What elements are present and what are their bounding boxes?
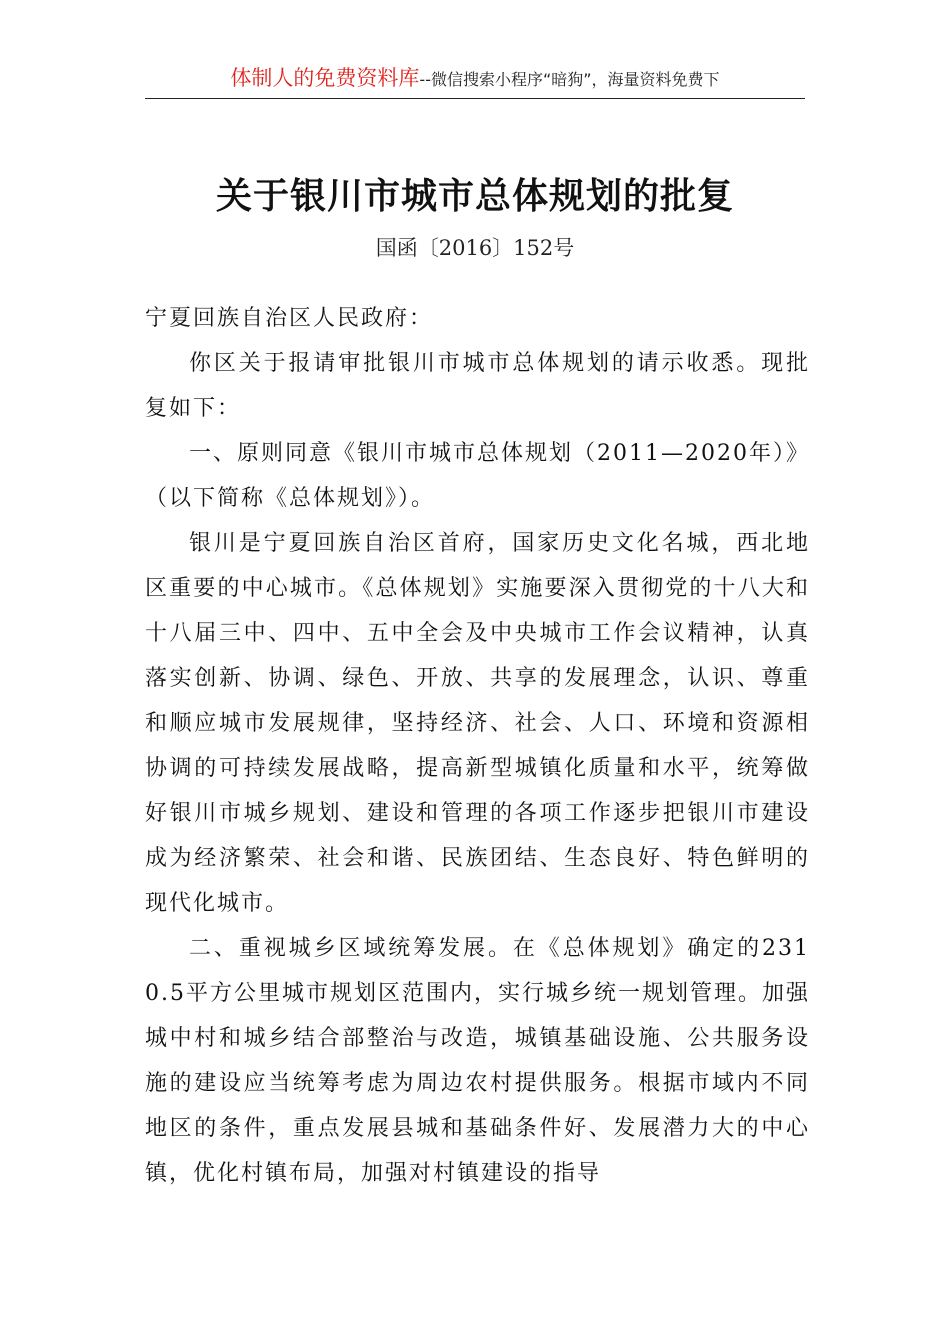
document-number: 国函〔2016〕152号 <box>375 236 575 260</box>
header-brand: 体制人的免费资料库 <box>230 66 420 90</box>
paragraph: 一、原则同意《银川市城市总体规划（2011—2020年）》（以下简称《总体规划》）。 <box>145 441 810 511</box>
salutation: 宁夏回族自治区人民政府： <box>145 306 434 331</box>
header-note: --微信搜索小程序“暗狗”，海量资料免费下 <box>419 70 720 89</box>
paragraph: 二、重视城乡区域统筹发展。在《总体规划》确定的2310.5平方公里城市规划区范围内，实行城乡统一规划管理。加强城中村和城乡结合部整治与改造，城镇基础设施、公共服务设施的建设应当统筹考虑为周边农村提供服务。根据市域内不同地区的条件，重点发展县城和基础条件好、发展潜力大的中心镇，优化村镇布局，加强对村镇建设的指导 <box>145 936 810 1186</box>
document-body <box>145 296 810 1196</box>
document-title: 关于银川市城市总体规划的批复 <box>215 175 734 217</box>
paragraph: 银川是宁夏回族自治区首府，国家历史文化名城，西北地区重要的中心城市。《总体规划》实施要深入贯彻党的十八大和十八届三中、四中、五中全会及中央城市工作会议精神，认真落实创新、协调、绿色、开放、共享的发展理念，认识、尊重和顺应城市发展规律，坚持经济、社会、人口、环境和资源相协调的可持续发展战略，提高新型城镇化质量和水平，统筹做好银川市城乡规划、建设和管理的各项工作逐步把银川市建设成为经济繁荣、社会和谐、民族团结、生态良好、特色鲜明的现代化城市。 <box>145 531 810 916</box>
page-header <box>145 62 805 99</box>
paragraph: 你区关于报请审批银川市城市总体规划的请示收悉。现批复如下： <box>145 351 810 421</box>
